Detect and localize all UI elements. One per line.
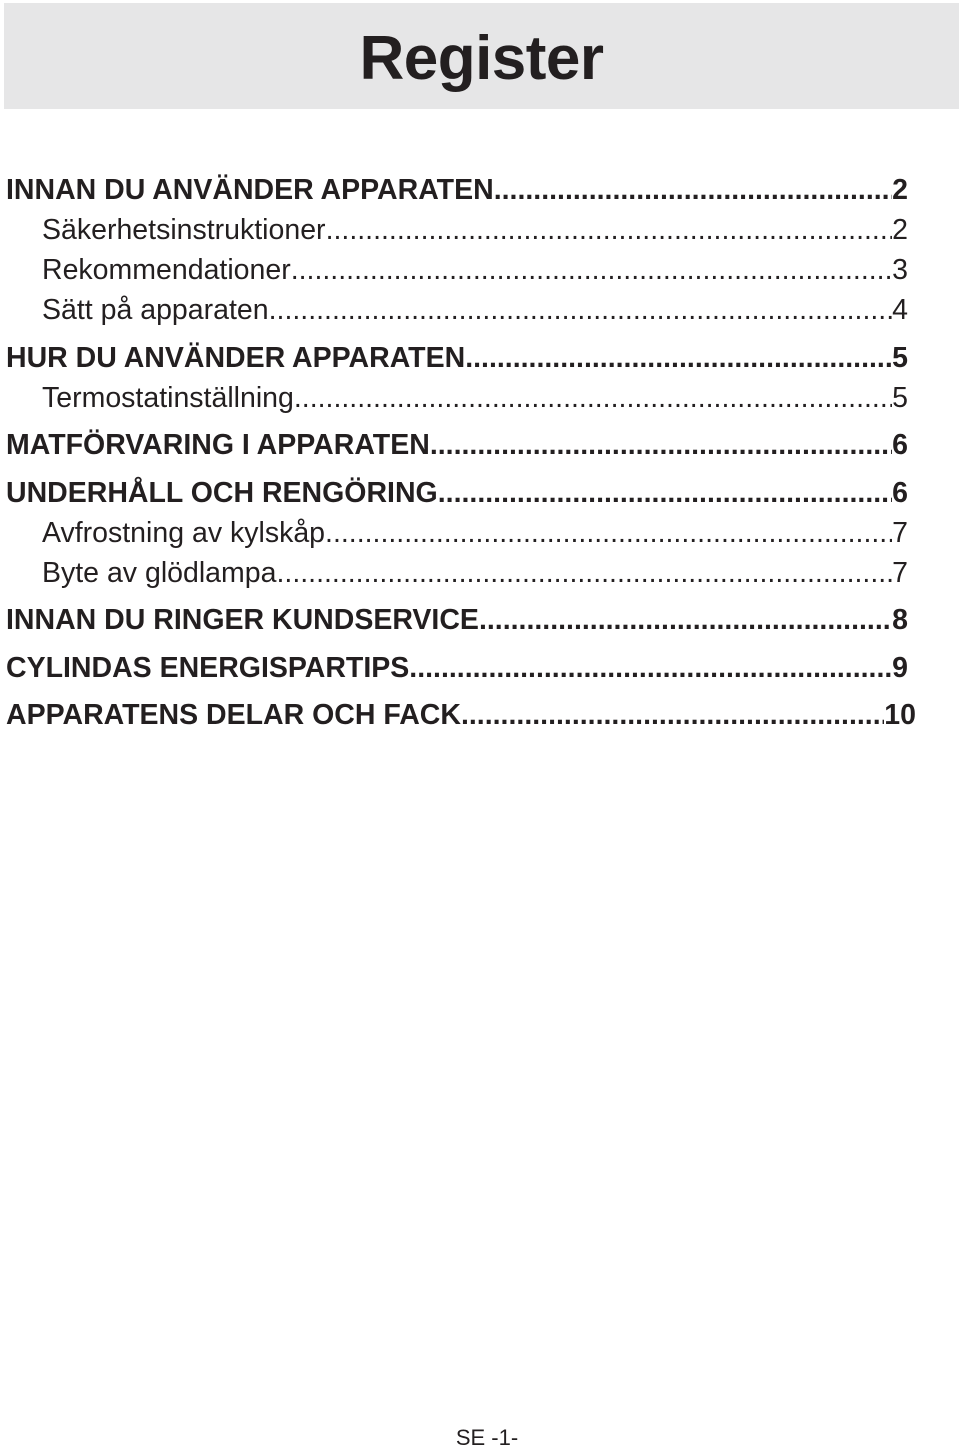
dot-leader xyxy=(409,648,892,688)
toc-entry-energispartips[interactable] xyxy=(6,648,908,688)
toc-entry-label: INNAN DU RINGER KUNDSERVICE xyxy=(6,604,479,636)
toc-entry-page: 6 xyxy=(892,477,908,509)
toc-entry-label: APPARATENS DELAR OCH FACK xyxy=(6,699,461,731)
dot-leader xyxy=(479,600,892,640)
toc-entry-label: Termostatinställning xyxy=(42,382,294,414)
toc-entry-page: 3 xyxy=(892,254,908,286)
toc-entry-page: 6 xyxy=(892,429,908,461)
page-footer xyxy=(0,1424,960,1452)
toc-entry-page: 9 xyxy=(892,652,908,684)
toc-entry-sakerhetsinstruktioner[interactable] xyxy=(42,210,908,250)
page-title: Register xyxy=(359,24,604,93)
toc-entry-underhall-och-rengoring[interactable] xyxy=(6,473,908,513)
toc-entry-label: Avfrostning av kylskåp xyxy=(42,517,326,549)
toc-entry-innan-du-ringer[interactable] xyxy=(6,600,908,640)
dot-leader xyxy=(461,695,884,735)
toc-entry-matforvaring[interactable] xyxy=(6,425,908,465)
toc-entry-innan-du-anvander[interactable] xyxy=(6,170,908,210)
toc-entry-termostatinstallning[interactable] xyxy=(42,378,908,418)
toc-entry-hur-du-anvander[interactable] xyxy=(6,338,908,378)
toc-entry-page: 7 xyxy=(892,517,908,549)
toc-entry-label: Byte av glödlampa xyxy=(42,557,277,589)
toc-entry-label: INNAN DU ANVÄNDER APPARATEN xyxy=(6,174,494,206)
dot-leader xyxy=(291,250,892,290)
toc-entry-page: 8 xyxy=(892,604,908,636)
dot-leader xyxy=(294,378,892,418)
toc-entry-page: 7 xyxy=(892,557,908,589)
dot-leader xyxy=(494,170,892,210)
toc-entry-label: MATFÖRVARING I APPARATEN xyxy=(6,429,430,461)
dot-leader xyxy=(269,290,893,330)
dot-leader xyxy=(465,338,892,378)
toc-entry-page: 5 xyxy=(892,342,908,374)
toc-entry-label: CYLINDAS ENERGISPARTIPS xyxy=(6,652,410,684)
toc-entry-page: 2 xyxy=(892,174,908,206)
toc-entry-label: UNDERHÅLL OCH RENGÖRING xyxy=(6,477,438,509)
toc-entry-label: Säkerhetsinstruktioner xyxy=(42,214,326,246)
toc-entry-apparatens-delar[interactable] xyxy=(6,695,916,735)
dot-leader xyxy=(430,425,892,465)
dot-leader xyxy=(276,553,892,593)
toc-entry-byte-av-glodlampa[interactable] xyxy=(42,553,908,593)
toc-entry-label: HUR DU ANVÄNDER APPARATEN xyxy=(6,342,466,374)
toc-entry-rekommendationer[interactable] xyxy=(42,250,908,290)
dot-leader xyxy=(326,210,893,250)
toc-entry-page: 4 xyxy=(892,294,908,326)
title-bar xyxy=(4,3,959,109)
toc-entry-page: 10 xyxy=(884,699,916,731)
toc-entry-label: Sätt på apparaten xyxy=(42,294,269,326)
page-number: SE -1- xyxy=(455,1425,519,1450)
toc-entry-label: Rekommendationer xyxy=(42,254,291,286)
toc-entry-avfrostning[interactable] xyxy=(42,513,908,553)
toc-entry-page: 5 xyxy=(892,382,908,414)
toc-entry-satt-pa-apparaten[interactable] xyxy=(42,290,908,330)
toc-entry-page: 2 xyxy=(892,214,908,246)
dot-leader xyxy=(438,473,892,513)
dot-leader xyxy=(325,513,892,553)
